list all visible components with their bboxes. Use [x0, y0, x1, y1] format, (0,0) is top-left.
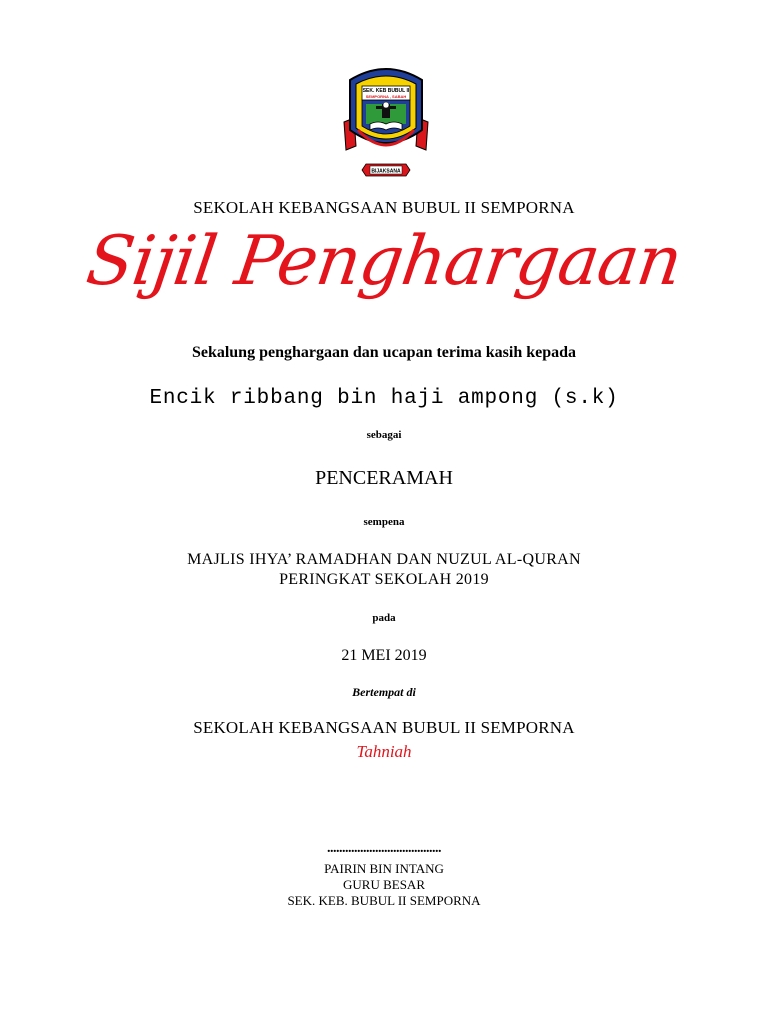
certificate-title: Sijil Penghargaan — [81, 222, 687, 301]
congratulations-text: Tahniah — [356, 742, 412, 761]
logo-banner-line2: SEMPORNA , SABAH — [365, 94, 407, 99]
in-conjunction-label: sempena — [363, 516, 405, 528]
event-name-line2: PERINGKAT SEKOLAH 2019 — [279, 571, 489, 588]
event-name-line1: MAJLIS IHYA’ RAMADHAN DAN NUZUL AL-QURAN — [187, 551, 581, 568]
signatory-school: SEK. KEB. BUBUL II SEMPORNA — [287, 893, 481, 908]
logo-banner-line1: SEK. KEB BUBUL II — [362, 88, 410, 94]
school-crest-logo — [340, 60, 432, 190]
logo-motto: BIJAKSANA — [371, 168, 401, 175]
greeting-text: Sekalung penghargaan dan ucapan terima kasih kepada — [191, 344, 577, 361]
recipient-name: Encik ribbang bin haji ampong (s.k) — [149, 387, 619, 410]
on-label: pada — [372, 612, 396, 624]
as-label: sebagai — [366, 429, 402, 441]
recipient-role: PENCERAMAH — [315, 467, 453, 489]
signatory-name: PAIRIN BIN INTANG — [324, 861, 444, 876]
venue-name: SEKOLAH KEBANGSAAN BUBUL II SEMPORNA — [193, 718, 575, 737]
signature-line: ...................................... — [327, 841, 441, 856]
signatory-title: GURU BESAR — [343, 877, 425, 892]
event-date: 21 MEI 2019 — [341, 647, 427, 664]
venue-label: Bertempat di — [352, 685, 416, 699]
school-header: SEKOLAH KEBANGSAAN BUBUL II SEMPORNA — [193, 198, 575, 217]
